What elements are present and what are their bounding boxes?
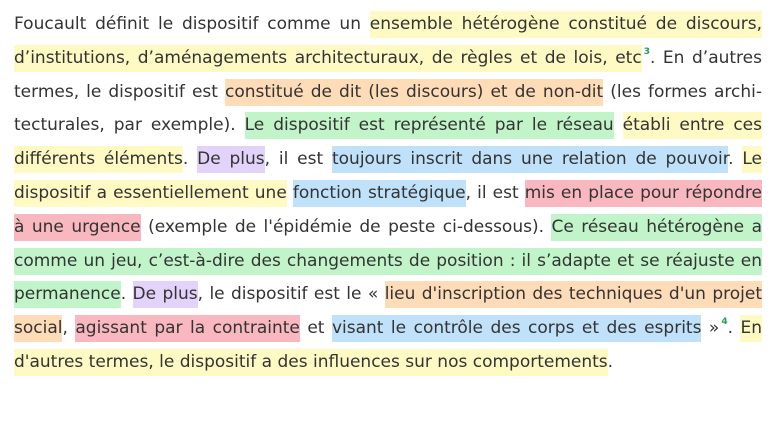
text-segment: . En d’autres termes, le dispositif est	[14, 47, 762, 102]
highlight-urgence: mis en place pour répondre à une urgence	[14, 180, 762, 241]
highlight-ensemble-heterogene: ensemble hétérogène constitué de discours, d’institutions, d’aménagements architecturaux, de règles et de lois, etc	[14, 11, 762, 72]
highlight-relation-pouvoir: toujours inscrit dans une relation de pouvoir	[332, 146, 728, 173]
text-segment	[287, 183, 293, 203]
text-segment: .	[728, 149, 743, 170]
highlight-dit-non-dit: constitué de dit (les discours) et de non-dit	[225, 79, 603, 106]
paragraph-dispositif	[14, 8, 762, 380]
text-segment: , le dispositif est le «	[197, 284, 385, 305]
text-segment: (exemple de l'épidémie de peste ci-dessous).	[140, 216, 552, 237]
highlight-controle-corps: visant le contrôle des corps et des esprits	[332, 315, 701, 342]
highlight-de-plus-1: De plus	[197, 146, 265, 173]
highlight-elements: établi entre ces différents éléments	[14, 112, 762, 173]
footnote-ref-4[interactable]: 4	[721, 317, 728, 328]
text-segment: .	[120, 284, 133, 305]
text-segment: Foucault définit le dispositif comme un	[14, 14, 370, 34]
footnote-ref-3[interactable]: 3	[643, 46, 650, 57]
text-segment: (les formes architecturales, par exemple).	[14, 81, 763, 136]
highlight-de-plus-2: De plus	[133, 281, 198, 308]
highlight-projet-social: lieu d'inscription des techniques d'un projet social	[14, 281, 762, 342]
highlight-fonction-strategique: fonction stratégique	[293, 180, 466, 207]
highlight-contrainte: agissant par la contrainte	[75, 315, 300, 342]
text-segment: .	[607, 351, 614, 372]
text-segment	[614, 115, 623, 135]
highlight-reseau: Le dispositif est représenté par le réseau	[245, 112, 614, 139]
text-segment: ,	[62, 318, 76, 339]
highlight-essentiellement: Le dispositif a essentiellement une	[14, 146, 762, 207]
text-segment: , il est	[465, 182, 525, 203]
text-segment: et	[299, 318, 332, 339]
text-segment: »	[701, 318, 720, 339]
text-segment: .	[182, 149, 198, 170]
text-segment: , il est	[264, 149, 332, 170]
highlight-jeu-reajuste: Ce réseau hétérogène a comme un jeu, c’est-à-dire des changements de position : il s’adapte et se réajuste en permanence	[14, 214, 762, 309]
highlight-comportements: En d'autres termes, le dispositif a des influences sur nos comportements	[14, 315, 762, 376]
text-segment: .	[727, 318, 741, 339]
